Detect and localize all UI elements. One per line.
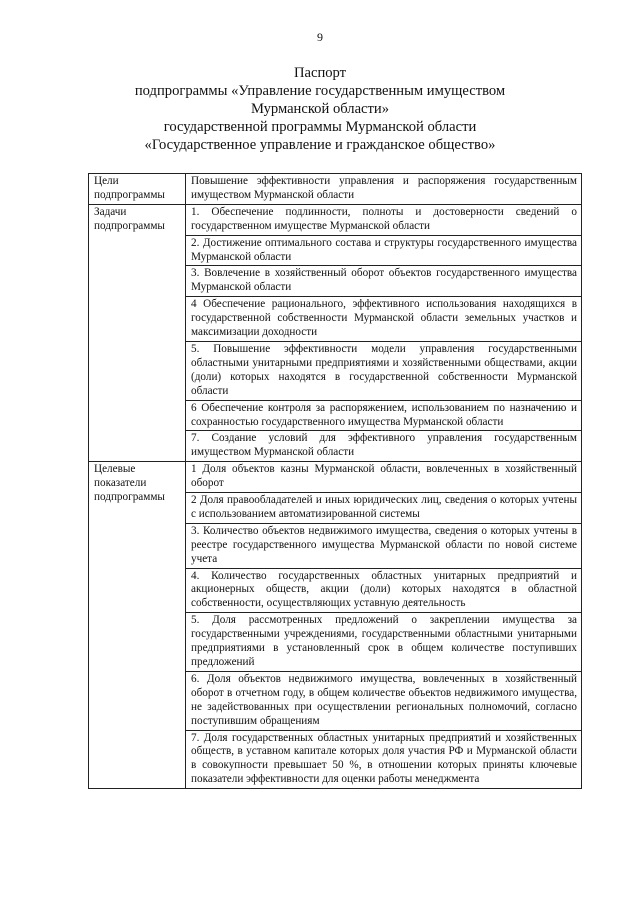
task-item: 6 Обеспечение контроля за распоряжением, использованием по назначению и сохранностью государственного имущества Мурманской области [186,400,582,431]
goals-row [89,174,582,205]
indicator-item: 6. Доля объектов недвижимого имущества, вовлеченных в хозяйственный оборот в отчетном году, в общем количестве объектов недвижимого имущества, не задействованных при осуществлении региональных полномочий, согласно поступившим обращениям [186,671,582,730]
goals-text: Повышение эффективности управления и распоряжения государственным имуществом Мурманской области [186,174,582,205]
indicator-item: 7. Доля государственных областных унитарных предприятий и хозяйственных обществ, в уставном капитале которых доля участия РФ и Мурманской области в совокупности превышает 50 %, в отношении которых приняты ключевые показатели эффективности для оценки работы менеджмента [186,730,582,789]
title-line-4: государственной программы Мурманской области [163,119,477,135]
indicator-item: 3. Количество объектов недвижимого имущества, сведения о которых учтены в реестре государственного имущества Мурманской области по новой системе учета [186,523,582,568]
title-line-2: подпрограммы «Управление государственным имуществом [134,83,506,99]
title-line-3: Мурманской области» [250,101,390,117]
task-item: 5. Повышение эффективности модели управления государственными областными унитарными предприятиями и хозяйственными обществами, акции (доли) которых находятся в государственной собственности Мурманской области [186,341,582,400]
indicator-row [89,462,582,493]
tasks-label: Задачи подпрограммы [89,204,186,461]
indicator-item: 1 Доля объектов казны Мурманской области, вовлеченных в хозяйственный оборот [186,462,582,493]
task-item: 7. Создание условий для эффективного управления государственным имуществом Мурманской области [186,431,582,462]
task-row [89,204,582,235]
indicator-item: 2 Доля правообладателей и иных юридических лиц, сведения о которых учтены с использованием автоматизированной системы [186,493,582,524]
title-line-1: Паспорт [293,65,347,81]
task-item: 2. Достижение оптимального состава и структуры государственного имущества Мурманской области [186,235,582,266]
indicator-item: 5. Доля рассмотренных предложений о закреплении имущества за государственными учреждениями, государственными областными унитарными предприятиями в установленный срок в общем количестве поступивших предложений [186,613,582,672]
goals-label: Цели подпрограммы [89,174,186,205]
document-title [80,64,560,154]
task-item: 1. Обеспечение подлинности, полноты и достоверности сведений о государственном имуществе Мурманской области [186,204,582,235]
indicators-label: Целевые показатели подпрограммы [89,462,186,789]
task-item: 4 Обеспечение рационального, эффективного использования находящихся в государственной собственности Мурманской области земельных участков и максимизации доходности [186,297,582,342]
task-item: 3. Вовлечение в хозяйственный оборот объектов государственного имущества Мурманской области [186,266,582,297]
title-line-5: «Государственное управление и гражданское общество» [144,137,496,153]
indicator-item: 4. Количество государственных областных унитарных предприятий и акционерных обществ, акции (доли) которых находятся в областной собственности, осуществляющих уставную деятельность [186,568,582,613]
passport-table [88,173,582,789]
page-number: 9 [317,30,323,44]
